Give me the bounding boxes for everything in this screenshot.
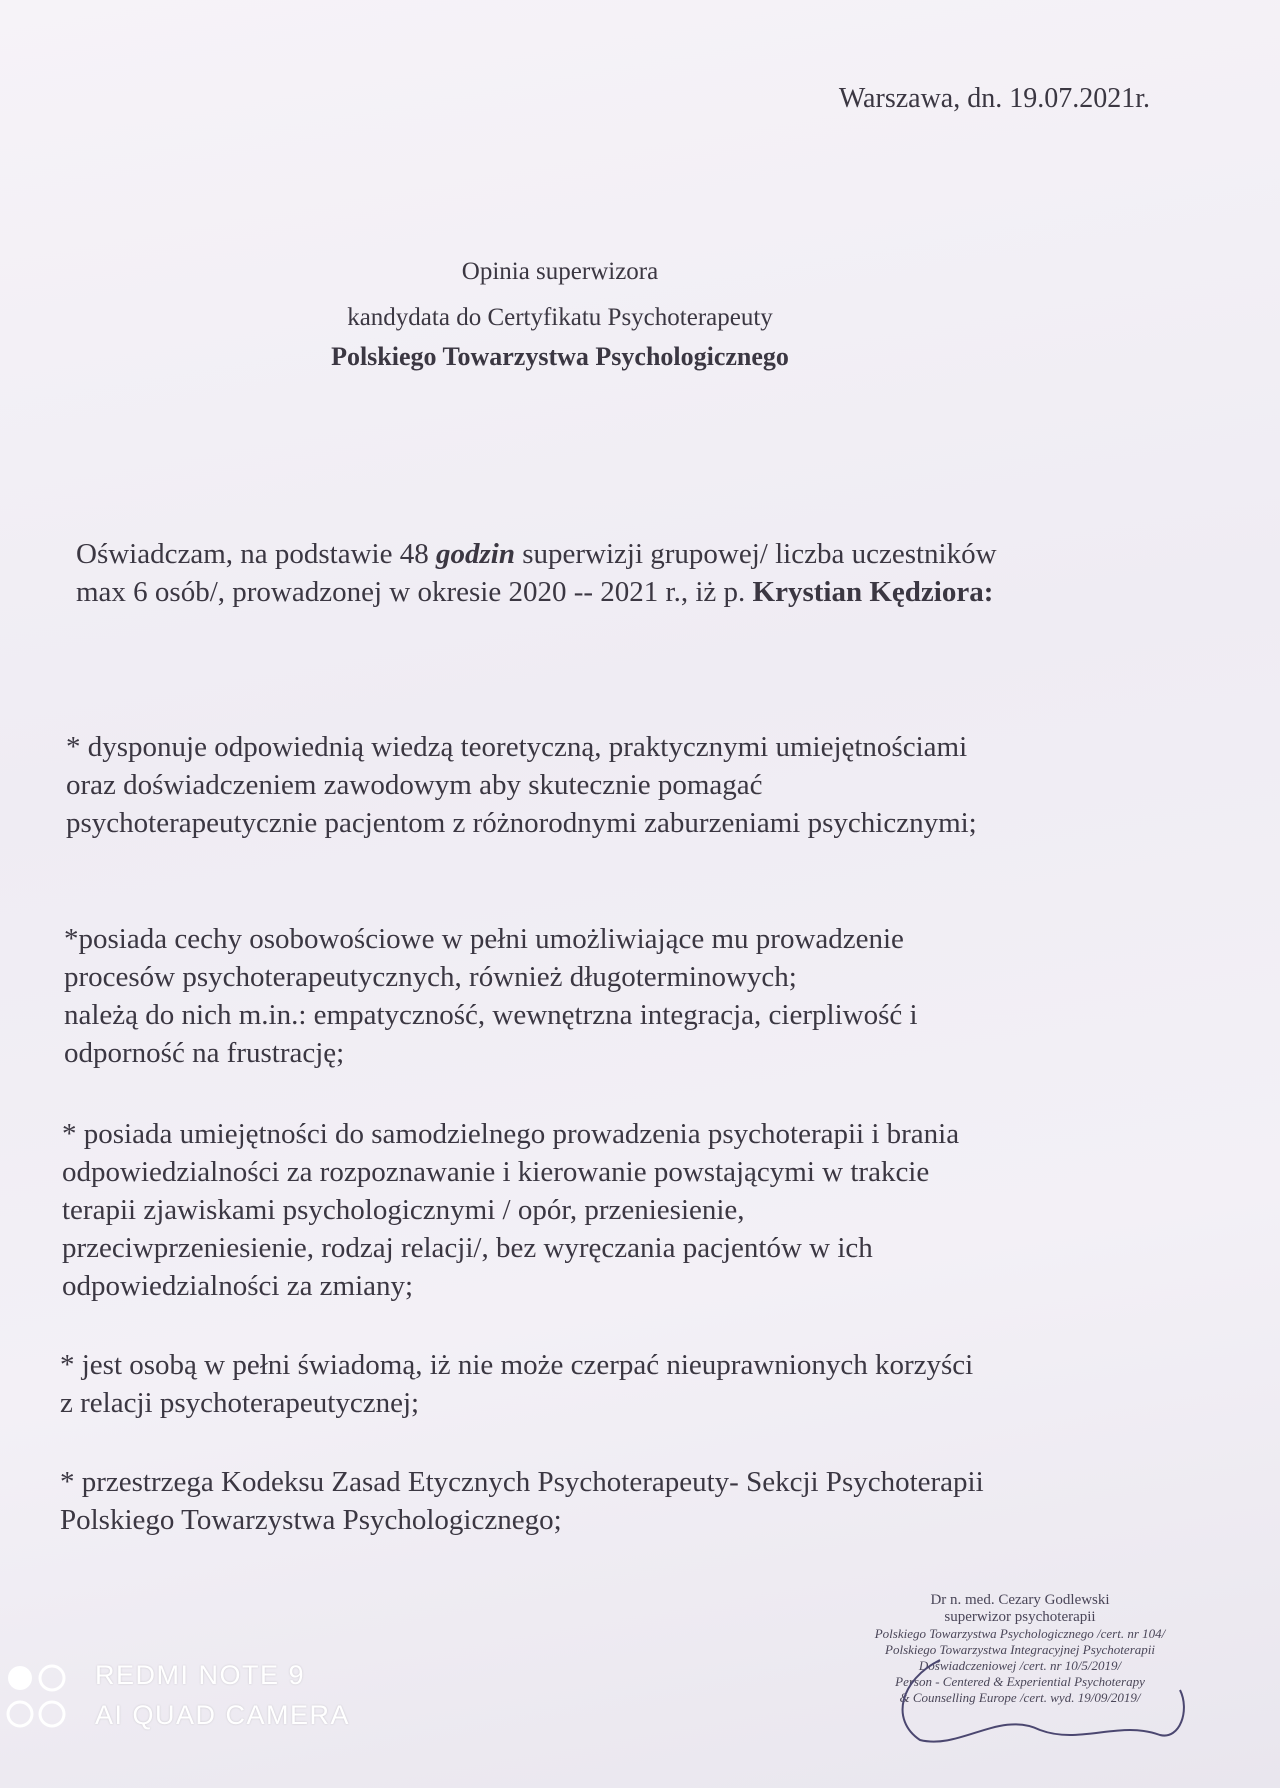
stamp-line: Person - Centered & Experiential Psychoterapy xyxy=(895,1674,1145,1689)
candidate-name: Krystian Kędziora: xyxy=(752,576,994,608)
bullet-line: oraz doświadczeniem zawodowym aby skutecznie pomagać xyxy=(66,769,763,801)
bullet-line: * posiada umiejętności do samodzielnego prowadzenia psychoterapii i brania xyxy=(62,1118,960,1150)
stamp-role: superwizor psychoterapii xyxy=(944,1609,1096,1625)
signature-scribble xyxy=(880,1650,1200,1750)
bullet-line: należą do nich m.in.: empatyczność, wewnętrzna integracja, cierpliwość i xyxy=(64,999,918,1031)
title-line-1: Opinia superwizora xyxy=(461,258,659,285)
intro-emphasis: godzin xyxy=(435,538,515,570)
intro-text: Oświadczam, na podstawie 48 xyxy=(76,538,436,570)
intro-paragraph xyxy=(76,535,997,611)
bullet-line: przeciwprzeniesienie, rodzaj relacji/, bez wyręczania pacjentów w ich xyxy=(62,1232,873,1264)
bullet-3 xyxy=(62,1115,959,1305)
bullet-line: terapii zjawiskami psychologicznymi / opór, przeniesienie, xyxy=(62,1194,745,1226)
bullet-line: procesów psychoterapeutycznych, również długoterminowych; xyxy=(64,961,797,993)
intro-line-2: max 6 osób/, prowadzonej w okresie 2020 -- 2021 r., iż p. xyxy=(76,576,753,608)
camera-logo-icon xyxy=(4,1660,76,1732)
bullet-line: *posiada cechy osobowościowe w pełni umożliwiające mu prowadzenie xyxy=(64,923,904,955)
bullet-line: z relacji psychoterapeutycznej; xyxy=(60,1387,420,1419)
stamp-line: & Counselling Europe /cert. wyd. 19/09/2019/ xyxy=(899,1690,1141,1705)
stamp-line: Polskiego Towarzystwa Integracyjnej Psychoterapii xyxy=(885,1642,1155,1657)
bullet-2 xyxy=(64,920,918,1072)
bullet-line: * jest osobą w pełni świadomą, iż nie może czerpać nieuprawnionych korzyści xyxy=(60,1349,974,1381)
bullet-5 xyxy=(60,1463,984,1539)
title-line-2: kandydata do Certyfikatu Psychoterapeuty xyxy=(347,304,773,331)
intro-text-2: superwizji grupowej/ liczba uczestników xyxy=(514,538,997,570)
stamp-name: Dr n. med. Cezary Godlewski xyxy=(930,1592,1110,1608)
bullet-line: * przestrzega Kodeksu Zasad Etycznych Psychoterapeuty- Sekcji Psychoterapii xyxy=(60,1466,984,1498)
title-line-3: Polskiego Towarzystwa Psychologicznego xyxy=(331,342,789,371)
bullet-line: * dysponuje odpowiednią wiedzą teoretyczną, praktycznymi umiejętnościami xyxy=(66,731,968,763)
bullet-line: odpowiedzialności za zmiany; xyxy=(62,1270,414,1302)
stamp-line: Doświadczeniowej /cert. nr 10/5/2019/ xyxy=(918,1658,1122,1673)
watermark-line-2: AI QUAD CAMERA xyxy=(95,1700,351,1730)
bullet-line: psychoterapeutycznie pacjentom z różnorodnymi zaburzeniami psychicznymi; xyxy=(66,807,977,839)
bullet-line: odpowiedzialności za rozpoznawanie i kierowanie powstającymi w trakcie xyxy=(62,1156,930,1188)
document-date: Warszawa, dn. 19.07.2021r. xyxy=(838,83,1150,114)
bullet-4 xyxy=(60,1346,973,1422)
bullet-1 xyxy=(66,728,977,842)
bullet-line: Polskiego Towarzystwa Psychologicznego; xyxy=(60,1504,562,1536)
stamp-line: Polskiego Towarzystwa Psychologicznego /cert. nr 104/ xyxy=(874,1626,1166,1641)
watermark-line-1: REDMI NOTE 9 xyxy=(95,1660,306,1690)
bullet-line: odporność na frustrację; xyxy=(64,1037,345,1069)
